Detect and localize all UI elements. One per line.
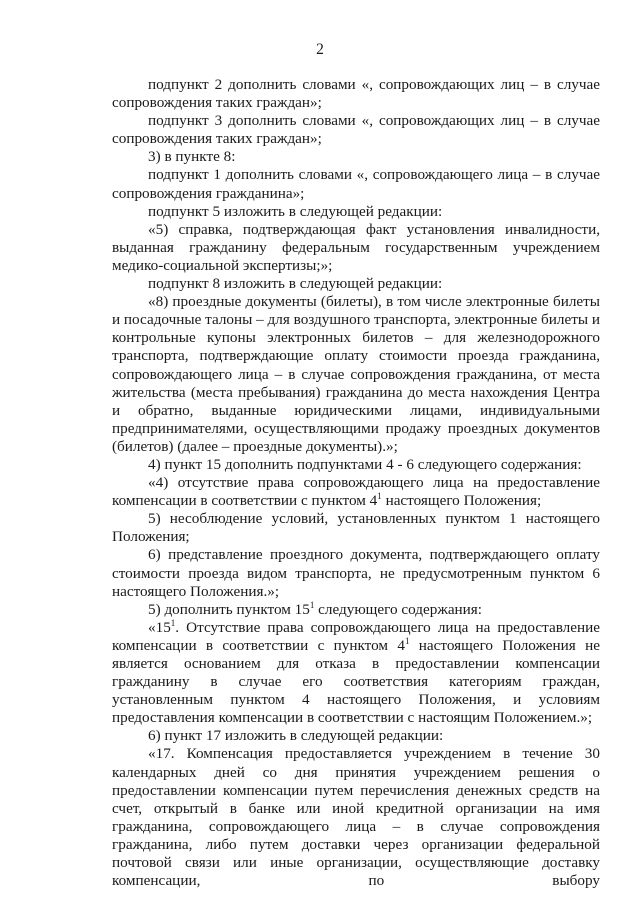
paragraph-text: «4) отсутствие права сопровождающего лица на предоставление компенсации в соответствии с пунктом 4 — [112, 474, 600, 510]
paragraph: «5) справка, подтверждающая факт установления инвалидности, выданная гражданину федеральным государственным учреждением медико-социальной экспертизы;»; — [112, 220, 600, 274]
paragraph: подпункт 8 изложить в следующей редакции: — [148, 275, 443, 293]
page-number: 2 — [316, 41, 324, 58]
superscript: 1 — [377, 491, 382, 502]
paragraph — [112, 619, 600, 728]
paragraph: 4) пункт 15 дополнить подпунктами 4 - 6 следующего содержания: — [148, 455, 582, 473]
paragraph-text: следующего содержания: — [314, 600, 483, 618]
paragraph: подпункт 5 изложить в следующей редакции: — [148, 202, 443, 220]
paragraph: подпункт 2 дополнить словами «, сопровождающих лиц – в случае сопровождения таких граждан»; — [112, 76, 600, 112]
paragraph-text: настоящего Положения не является основанием для отказа в предоставлении компенсации гражданину в случае его соответствия категориям граждан, установленным пунктом 4 настоящего Положения, и условиям предоставления компенсации в соответствии с настоящим Положением.»; — [112, 636, 600, 727]
paragraph: подпункт 1 дополнить словами «, сопровождающего лица – в случае сопровождения гражданина»; — [112, 166, 600, 202]
paragraph: подпункт 3 дополнить словами «, сопровождающих лиц – в случае сопровождения таких граждан»; — [112, 112, 600, 148]
paragraph: 5) несоблюдение условий, установленных пунктом 1 настоящего Положения; — [112, 510, 600, 546]
paragraph — [112, 474, 600, 510]
paragraph: 6) представление проездного документа, подтверждающего оплату стоимости проезда видом транспорта, не предусмотренным пунктом 6 настоящего Положения.»; — [112, 546, 600, 600]
paragraph-text: настоящего Положения; — [381, 492, 542, 510]
paragraph: «17. Компенсация предоставляется учреждением в течение 30 календарных дней со дня принятия учреждением решения о предоставлении компенсации путем перечисления денежных средств на счет, открытый в банке или иной кредитной организации на имя гражданина, сопровождающего лица – в случае сопровождения гражданина, либо путем доставки через организации федеральной почтовой связи или иные организации, осуществляющие доставку компенсации, по выбору — [112, 745, 600, 890]
paragraph — [112, 601, 600, 619]
document-body — [112, 76, 600, 890]
paragraph-text: . Отсутствие права сопровождающего лица на предоставление компенсации в соответствии с пунктом 4 — [112, 618, 600, 654]
superscript: 1 — [309, 599, 315, 610]
paragraph-text: 5) дополнить пунктом 15 — [148, 600, 310, 618]
superscript: 1 — [170, 617, 176, 628]
paragraph-text: «15 — [148, 618, 171, 636]
superscript: 1 — [404, 635, 410, 646]
paragraph: 3) в пункте 8: — [148, 148, 236, 166]
paragraph: 6) пункт 17 изложить в следующей редакции: — [148, 727, 444, 745]
paragraph: «8) проездные документы (билеты), в том числе электронные билеты и посадочные талоны – для воздушного транспорта, электронные билеты и контрольные купоны электронных билетов – для железнодорожного транспорта, подтверждающие оплату стоимости проезда гражданина, сопровождающего лица – в случае сопровождения гражданина, от места жительства (места пребывания) гражданина до места нахождения Центра и обратно, выданные юридическими лицами, индивидуальными предпринимателями, осуществляющими продажу проездных документов (билетов) (далее – проездные документы).»; — [112, 293, 600, 455]
